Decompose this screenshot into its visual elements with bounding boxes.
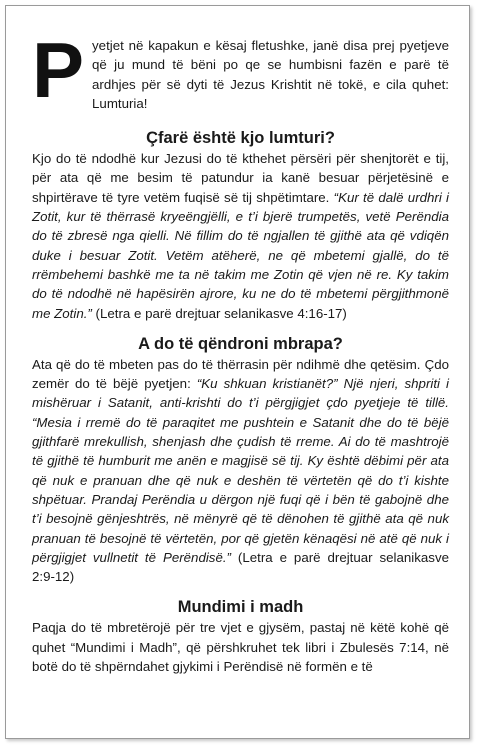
intro-paragraph (32, 26, 449, 114)
paragraph-text: Ata që do të mbeten pas do të thërrasin për ndihmë dhe qetësim. Çdo zemër do të bëjë pyetjen: (32, 356, 449, 392)
section-paragraph (32, 618, 449, 676)
paragraph-text: Paqja do të mbretërojë për tre vjet e gjysëm, pastaj në këtë kohë që quhet “Mundimi i Madh”, që përshkruhet tek libri i Zbulesës 7:14, në botë do të shpërndahet gjykimi i Perëndisë në formën e të (32, 620, 449, 675)
section-heading: Çfarë është kjo lumturi? (146, 129, 335, 148)
section-mundimi (32, 597, 449, 676)
section-paragraph (32, 149, 449, 323)
section-lumturia (32, 128, 449, 323)
scripture-quote: “Kur të dalë urdhri i Zotit, kur të thërrasë kryeëngjëlli, e t’i bjerë trumpetës, vetë Perëndia do të zbresë nga qielli. Në fillim do të ngjallen të gjithë ata që vdiqën duke i besuar Zotit. Vetëm atëherë, ne që mbetemi gjallë, do të rrëmbehemi bashkë me ta në takim me Zotin që vjen në re. Ky takim do të ndodhë në hapësirën ajrore, ku ne do të mbetemi përgjithmonë me Zotin.” (32, 189, 450, 321)
scripture-reference: (Letra e parë drejtuar selanikasve 2:9-12) (32, 549, 449, 585)
intro-text: yetjet në kapakun e kësaj fletushke, janë disa prej pyetjeve që ju mund të bëni po qe se humbisni fazën e parë të ardhjes për së dyti të Jezus Krishtit në tokë, e cila quhet: Lumturia! (92, 38, 449, 111)
leaflet-page (5, 5, 470, 739)
section-mbrapa (32, 334, 449, 587)
paragraph-text: Kjo do të ndodhë kur Jezusi do të kthehet përsëri për shenjtorët e tij, për ata që me besim të patundur ia kanë besuar përjetësinë e shpirtërave të tyre vetëm fuqisë së tij shpëtimtare. (32, 151, 449, 205)
section-heading: A do të qëndroni mbrapa? (138, 334, 343, 353)
scripture-quote: “Ku shkuan kristianët?” Një njeri, shpriti i mishëruar i Satanit, anti-krishti do t’i përgjigjet çdo pyetjeje të tillë. “Mesia i rremë do të paraqitet me pushtein e Satanit dhe do të bëjë gjithfarë mrekullish, shenjash dhe çudish të rreme. Ai do të mashtrojë të gjithë të humburit me anën e magjisë së tij. Ky është dëbimi për ata që nuk e pranuan dhe që nuk e deshën të vërtetën që do t’i kishte shpëtuar. Prandaj Perëndia u dërgon një fuqi që i bën të gabojnë dhe t’i besojnë gënjeshtrës, në mënyrë që të dënohen të gjithë ata që nuk pranuan të besojnë të vërtetën, por që gjetën kënaqësi në atë që nuk i përgjigjet vullnetit të Perëndisë.” (32, 376, 449, 565)
page-content (32, 26, 450, 676)
drop-cap: P (32, 26, 85, 114)
section-heading: Mundimi i madh (177, 598, 304, 617)
section-paragraph (32, 355, 449, 587)
scripture-reference: (Letra e parë drejtuar selanikasve 4:16-17) (91, 305, 347, 321)
